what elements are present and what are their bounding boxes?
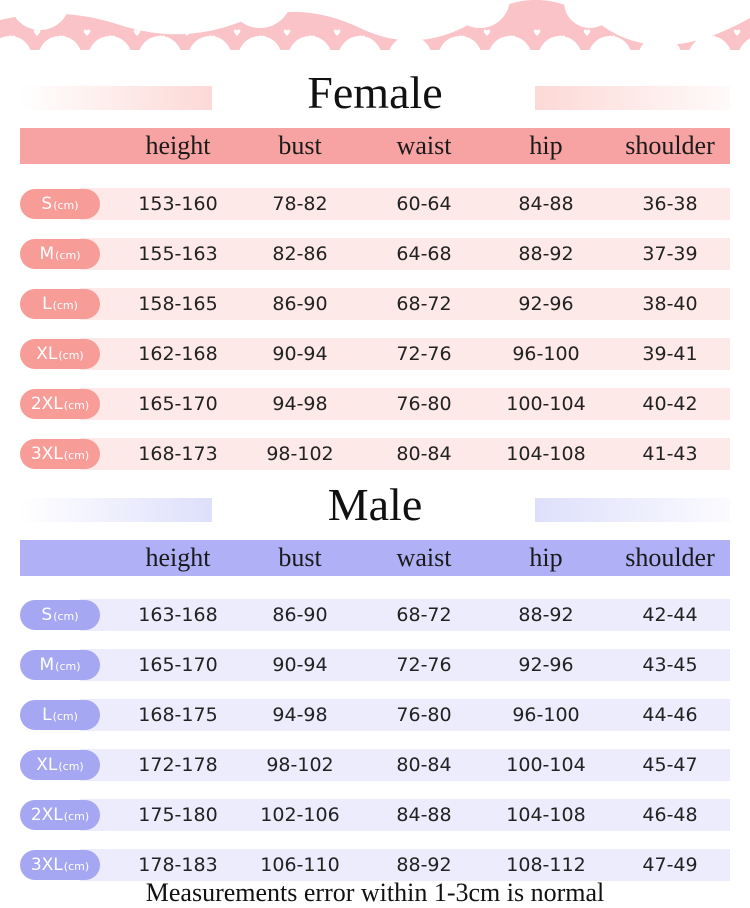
cell-hip: 96-100: [512, 343, 580, 365]
cell-bust: 94-98: [272, 704, 328, 726]
cell-hip: 96-100: [512, 704, 580, 726]
cell-height: 153-160: [138, 193, 218, 215]
size-unit: (cm): [52, 710, 78, 723]
cell-waist: 60-64: [396, 193, 452, 215]
size-row-xl: [20, 338, 730, 370]
column-header-waist: waist: [396, 131, 452, 160]
svg-text:♥: ♥: [183, 29, 192, 39]
svg-text:♥: ♥: [283, 29, 292, 39]
size-label-pill: [20, 750, 100, 780]
cell-shoulder: 42-44: [642, 604, 698, 626]
column-header-height: height: [145, 131, 211, 160]
cell-height: 172-178: [138, 754, 218, 776]
cell-hip: 100-104: [506, 393, 586, 415]
cell-shoulder: 45-47: [642, 754, 698, 776]
cell-height: 163-168: [138, 604, 218, 626]
cell-waist: 80-84: [396, 754, 452, 776]
male-header-bar: [20, 540, 730, 576]
size-label: 3XL: [30, 855, 63, 875]
cell-bust: 90-94: [272, 343, 328, 365]
cell-height: 175-180: [138, 804, 218, 826]
cell-shoulder: 41-43: [642, 443, 698, 465]
size-unit: (cm): [53, 199, 79, 212]
svg-text:♥: ♥: [358, 35, 367, 45]
cell-hip: 104-108: [506, 443, 586, 465]
cell-waist: 68-72: [396, 604, 452, 626]
size-label-pill: [20, 700, 100, 730]
size-label: 3XL: [30, 444, 63, 464]
size-label-pill: [20, 650, 100, 680]
size-row-s: [20, 188, 730, 220]
cell-bust: 78-82: [272, 193, 328, 215]
cell-hip: 88-92: [518, 604, 574, 626]
column-header-hip: hip: [529, 131, 563, 160]
svg-text:♥: ♥: [133, 29, 142, 39]
size-label-pill: [20, 389, 100, 419]
cell-shoulder: 46-48: [642, 804, 698, 826]
cell-height: 162-168: [138, 343, 218, 365]
svg-text:♥: ♥: [333, 29, 342, 39]
size-label-pill: [20, 189, 100, 219]
svg-text:♥: ♥: [708, 35, 717, 45]
svg-text:♥: ♥: [383, 29, 392, 39]
size-label-pill: [20, 600, 100, 630]
cell-waist: 76-80: [396, 704, 452, 726]
size-label: XL: [36, 755, 58, 775]
cell-bust: 102-106: [260, 804, 340, 826]
svg-text:♥: ♥: [733, 29, 742, 39]
size-row-3xl: [20, 849, 730, 881]
cell-waist: 76-80: [396, 393, 452, 415]
column-header-shoulder: shoulder: [625, 543, 715, 572]
size-label: L: [42, 705, 52, 725]
cell-shoulder: 39-41: [642, 343, 698, 365]
cell-waist: 88-92: [396, 854, 452, 876]
cell-hip: 92-96: [518, 293, 574, 315]
cell-shoulder: 36-38: [642, 193, 698, 215]
measurement-note: Measurements error within 1-3cm is normal: [145, 878, 605, 907]
column-header-hip: hip: [529, 543, 563, 572]
cell-shoulder: 47-49: [642, 854, 698, 876]
size-label-pill: [20, 239, 100, 269]
cell-height: 168-175: [138, 704, 218, 726]
cell-hip: 88-92: [518, 243, 574, 265]
size-label-pill: [20, 850, 100, 880]
cell-bust: 82-86: [272, 243, 328, 265]
top-banner: [0, 0, 750, 60]
size-unit: (cm): [63, 449, 90, 462]
svg-text:♥: ♥: [408, 35, 417, 45]
column-header-bust: bust: [278, 131, 322, 160]
column-header-shoulder: shoulder: [625, 131, 715, 160]
size-row-m: [20, 649, 730, 681]
svg-text:♥: ♥: [508, 35, 517, 45]
cell-shoulder: 44-46: [642, 704, 698, 726]
cell-shoulder: 40-42: [642, 393, 698, 415]
size-unit: (cm): [58, 349, 84, 362]
size-label: M: [39, 655, 55, 675]
svg-text:♥: ♥: [558, 35, 567, 45]
size-unit: (cm): [63, 399, 90, 412]
size-label-pill: [20, 800, 100, 830]
svg-text:♥: ♥: [458, 35, 467, 45]
svg-text:♥: ♥: [308, 35, 317, 45]
size-row-l: [20, 288, 730, 320]
cell-bust: 86-90: [272, 604, 328, 626]
size-unit: (cm): [58, 760, 84, 773]
cell-bust: 86-90: [272, 293, 328, 315]
cell-shoulder: 37-39: [642, 243, 698, 265]
cell-shoulder: 38-40: [642, 293, 698, 315]
cell-waist: 72-76: [396, 343, 452, 365]
size-label: L: [42, 294, 52, 314]
svg-text:♥: ♥: [208, 35, 217, 45]
svg-text:♥: ♥: [583, 29, 592, 39]
cell-bust: 106-110: [260, 854, 340, 876]
svg-text:♥: ♥: [108, 35, 117, 45]
cell-hip: 92-96: [518, 654, 574, 676]
size-unit: (cm): [52, 299, 78, 312]
cell-waist: 72-76: [396, 654, 452, 676]
size-label-pill: [20, 339, 100, 369]
size-unit: (cm): [63, 860, 90, 873]
size-row-s: [20, 599, 730, 631]
svg-text:♥: ♥: [633, 29, 642, 39]
column-header-waist: waist: [396, 543, 452, 572]
svg-text:♥: ♥: [83, 29, 92, 39]
female-header-bar: [20, 128, 730, 164]
cell-bust: 98-102: [266, 754, 334, 776]
cell-hip: 108-112: [506, 854, 586, 876]
cell-bust: 94-98: [272, 393, 328, 415]
svg-text:♥: ♥: [683, 29, 692, 39]
svg-text:♥: ♥: [608, 35, 617, 45]
size-label: 2XL: [30, 805, 63, 825]
size-label: M: [39, 244, 55, 264]
svg-text:♥: ♥: [8, 35, 17, 45]
cell-bust: 98-102: [266, 443, 334, 465]
size-unit: (cm): [53, 610, 79, 623]
cell-height: 165-170: [138, 654, 218, 676]
svg-text:♥: ♥: [258, 35, 267, 45]
svg-text:♥: ♥: [433, 29, 442, 39]
svg-text:♥: ♥: [233, 29, 242, 39]
size-row-2xl: [20, 799, 730, 831]
size-label: 2XL: [30, 394, 63, 414]
column-header-height: height: [145, 543, 211, 572]
cell-hip: 104-108: [506, 804, 586, 826]
cell-hip: 100-104: [506, 754, 586, 776]
male-title: Male: [327, 479, 423, 530]
size-label-pill: [20, 439, 100, 469]
cell-shoulder: 43-45: [642, 654, 698, 676]
cell-bust: 90-94: [272, 654, 328, 676]
cell-height: 158-165: [138, 293, 218, 315]
column-header-bust: bust: [278, 543, 322, 572]
cell-height: 155-163: [138, 243, 218, 265]
size-row-m: [20, 238, 730, 270]
cell-waist: 84-88: [396, 804, 452, 826]
cell-waist: 68-72: [396, 293, 452, 315]
size-row-2xl: [20, 388, 730, 420]
size-label-pill: [20, 289, 100, 319]
size-unit: (cm): [63, 810, 90, 823]
svg-text:♥: ♥: [33, 29, 42, 39]
size-row-3xl: [20, 438, 730, 470]
female-title: Female: [307, 67, 443, 118]
size-label: XL: [36, 344, 58, 364]
cell-height: 165-170: [138, 393, 218, 415]
size-row-l: [20, 699, 730, 731]
size-unit: (cm): [55, 249, 81, 262]
scalloped-banner-graphic: [0, 0, 750, 60]
cell-height: 178-183: [138, 854, 218, 876]
svg-text:♥: ♥: [658, 35, 667, 45]
svg-text:♥: ♥: [533, 29, 542, 39]
size-unit: (cm): [55, 660, 81, 673]
svg-text:♥: ♥: [58, 35, 67, 45]
svg-text:♥: ♥: [483, 29, 492, 39]
cell-hip: 84-88: [518, 193, 574, 215]
cell-waist: 80-84: [396, 443, 452, 465]
size-label: S: [41, 194, 53, 214]
cell-height: 168-173: [138, 443, 218, 465]
cell-waist: 64-68: [396, 243, 452, 265]
svg-text:♥: ♥: [158, 35, 167, 45]
size-label: S: [41, 605, 53, 625]
size-row-xl: [20, 749, 730, 781]
